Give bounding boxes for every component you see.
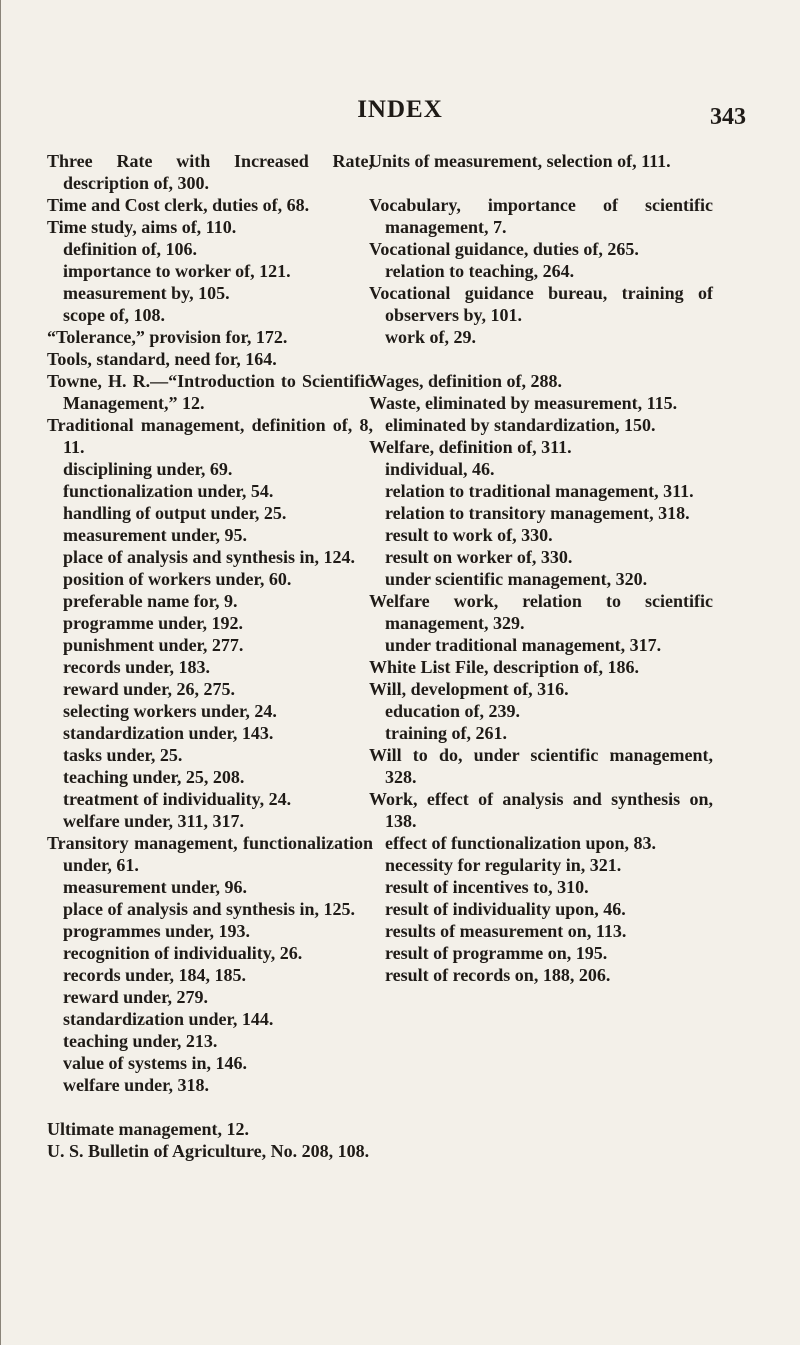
index-subentry: education of, 239. [385,701,520,721]
index-entry: Work, effect of analysis and synthesis on, 138. [369,789,713,831]
index-entry: Will, development of, 316. [369,679,569,699]
index-subentry: standardization under, 143. [63,723,274,743]
index-subentry: treatment of individuality, 24. [63,789,292,809]
index-subentry: eliminated by standardization, 150. [385,415,656,435]
index-subentry: place of analysis and synthesis in, 124. [63,547,356,567]
index-subentry: under scientific management, 320. [385,569,648,589]
page-header [0,96,800,136]
page-title: INDEX [357,96,443,123]
index-subentry: result of individuality upon, 46. [385,899,626,919]
index-subentry: result to work of, 330. [385,525,553,545]
index-entry: Time study, aims of, 110. [47,217,237,237]
section-gap [369,172,713,194]
index-entry: Towne, H. R.—“Introduction to Scientific Management,” 12. [47,371,373,413]
index-subentry: teaching under, 25, 208. [63,767,245,787]
index-subentry: reward under, 26, 275. [63,679,236,699]
index-subentry: punishment under, 277. [63,635,244,655]
index-entry: Will to do, under scientific management, 328. [369,745,713,787]
index-subentry: effect of functionalization upon, 83. [385,833,656,853]
index-subentry: records under, 183. [63,657,211,677]
index-subentry: relation to traditional management, 311. [385,481,694,501]
index-subentry: individual, 46. [385,459,495,479]
index-entry: Tools, standard, need for, 164. [47,349,277,369]
index-subentry: welfare under, 311, 317. [63,811,245,831]
index-entry: Vocational guidance bureau, training of observers by, 101. [369,283,713,325]
index-subentry: result on worker of, 330. [385,547,573,567]
index-entry: “Tolerance,” provision for, 172. [47,327,288,347]
index-subentry: measurement under, 95. [63,525,247,545]
index-subentry: value of systems in, 146. [63,1053,247,1073]
index-subentry: preferable name for, 9. [63,591,238,611]
index-subentry: disciplining under, 69. [63,459,233,479]
index-subentry: relation to transitory management, 318. [385,503,690,523]
index-subentry: under traditional management, 317. [385,635,662,655]
index-subentry: relation to teaching, 264. [385,261,575,281]
index-entry: Vocational guidance, duties of, 265. [369,239,639,259]
index-entry: Welfare, definition of, 311. [369,437,572,457]
index-subentry: position of workers under, 60. [63,569,292,589]
index-entry: Time and Cost clerk, duties of, 68. [47,195,310,215]
section-gap [369,348,713,370]
index-entry: Units of measurement, selection of, 111. [369,151,671,171]
index-entry: Waste, eliminated by measurement, 115. [369,393,678,413]
index-subentry: definition of, 106. [63,239,198,259]
index-subentry: scope of, 108. [63,305,165,325]
index-subentry: result of incentives to, 310. [385,877,589,897]
index-subentry: measurement by, 105. [63,283,230,303]
index-entry: Wages, definition of, 288. [369,371,563,391]
index-entry: White List File, description of, 186. [369,657,639,677]
index-subentry: recognition of individuality, 26. [63,943,303,963]
index-subentry: standardization under, 144. [63,1009,274,1029]
index-subentry: training of, 261. [385,723,508,743]
index-subentry: result of records on, 188, 206. [385,965,611,985]
index-entry: Ultimate management, 12. [47,1119,249,1139]
index-subentry: work of, 29. [385,327,476,347]
index-subentry: reward under, 279. [63,987,209,1007]
index-entry: U. S. Bulletin of Agriculture, No. 208, 108. [47,1141,370,1161]
index-subentry: result of programme on, 195. [385,943,608,963]
index-subentry: teaching under, 213. [63,1031,218,1051]
page-edge [0,0,1,1345]
index-subentry: functionalization under, 54. [63,481,274,501]
index-subentry: measurement under, 96. [63,877,247,897]
index-entry: Transitory management, functionalization under, 61. [47,833,373,875]
page-number: 343 [710,104,746,130]
index-entry: Traditional management, definition of, 8, 11. [47,415,373,457]
section-gap [47,1096,373,1118]
index-entry: Vocabulary, importance of scientific management, 7. [369,195,713,237]
index-subentry: programme under, 192. [63,613,243,633]
index-entry: Three Rate with Increased Rate, description of, 300. [47,151,373,193]
index-subentry: handling of output under, 25. [63,503,287,523]
index-subentry: importance to worker of, 121. [63,261,291,281]
index-entry: Welfare work, relation to scientific management, 329. [369,591,713,633]
index-column-left [47,150,373,1162]
index-subentry: records under, 184, 185. [63,965,247,985]
index-subentry: welfare under, 318. [63,1075,209,1095]
index-column-right [369,150,713,986]
index-subentry: necessity for regularity in, 321. [385,855,622,875]
index-subentry: tasks under, 25. [63,745,183,765]
index-subentry: programmes under, 193. [63,921,251,941]
index-subentry: results of measurement on, 113. [385,921,627,941]
index-subentry: place of analysis and synthesis in, 125. [63,899,356,919]
index-subentry: selecting workers under, 24. [63,701,277,721]
